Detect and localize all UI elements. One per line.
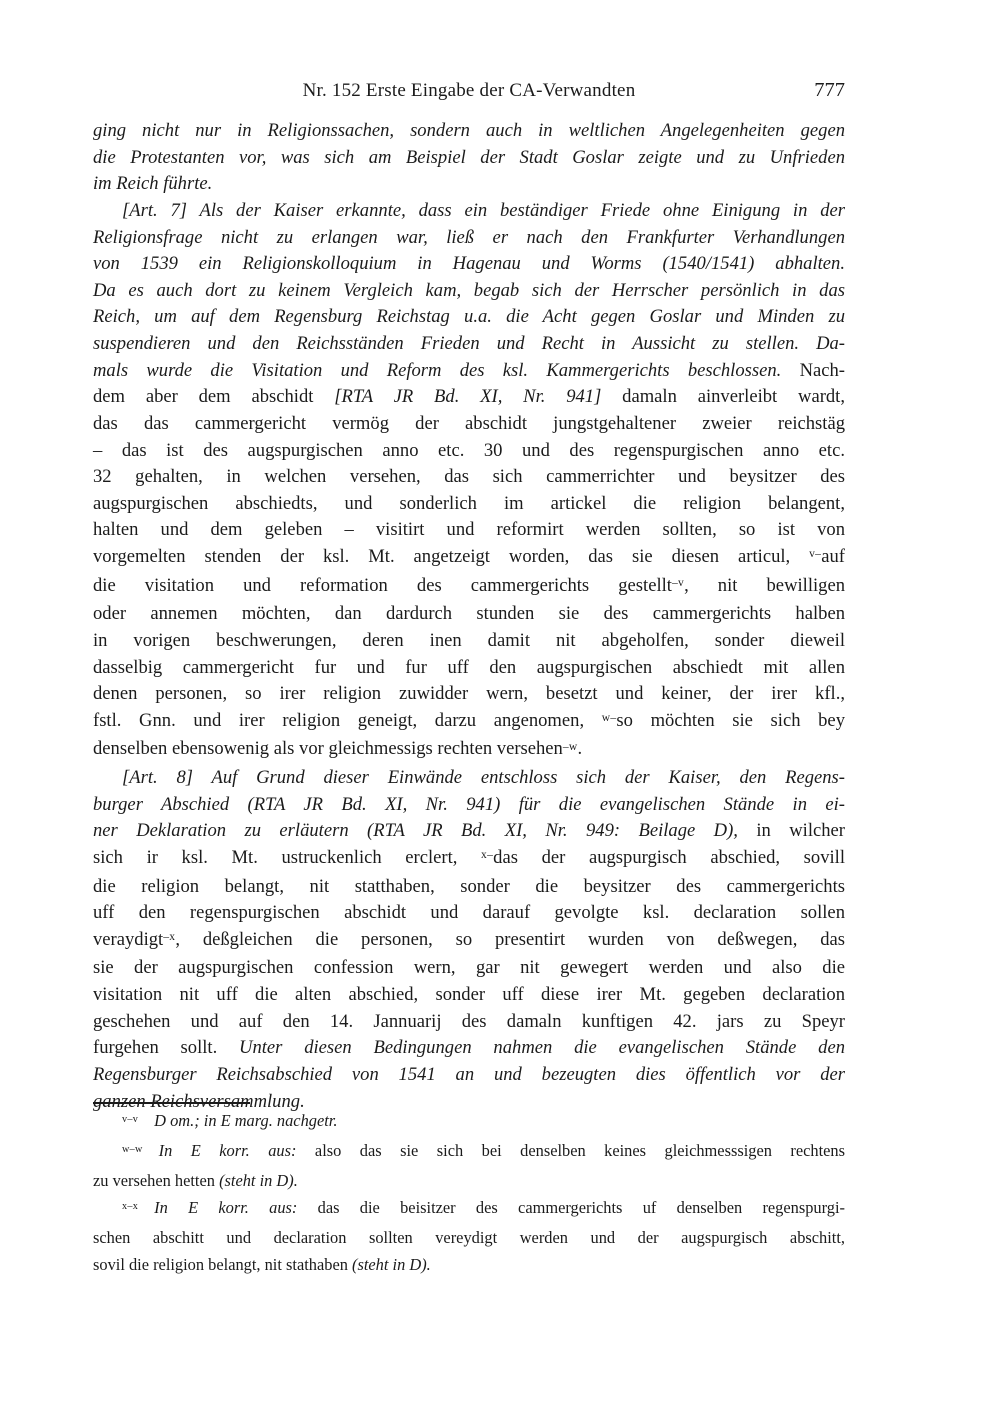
text-segment: In E korr. aus: [154,1198,298,1218]
text-segment: geschehen und auf den 14. Jannuarij des damaln kunftigen 42. jars zu Speyr [93,1010,845,1032]
text-line [93,544,845,573]
footnote-line [93,1167,845,1194]
text-line [93,384,845,411]
text-line [93,681,845,708]
text-segment: , deßgleichen die personen, so presentirt wurden von deßwegen, das [175,928,845,950]
text-segment: . [577,738,583,760]
editorial-note-mark: –w [562,740,578,753]
text-line [93,955,845,982]
text-line [93,517,845,544]
text-line [93,278,845,305]
footnote-separator-rule [93,1102,250,1104]
text-segment: furgehen sollt. [93,1037,240,1059]
running-header [93,79,845,103]
footnote-line [93,1224,845,1251]
text-line [93,304,845,331]
footnote-marker: w–w [122,1143,143,1155]
text-segment: oder annemen möchten, dan dardurch stunden sie des cammergerichts halben [93,603,845,625]
text-segment: denselben ebensowenig als vor gleichmessigs rechten versehen [93,738,563,760]
text-segment: mals wurde die Visitation und Reform des ksl. Kammergerichts beschlossen. [93,359,782,381]
text-line [93,818,845,845]
text-segment: , nit bewilligen [684,574,846,596]
paragraph [93,765,845,1115]
text-line [93,1062,845,1089]
footnote-item [93,1137,845,1194]
page-number: 777 [814,79,845,101]
editorial-note-mark: –v [671,576,685,589]
editorial-note-mark: w– [601,711,617,724]
text-segment: die Protestanten vor, was sich am Beispiel der Stadt Goslar zeigte und zu Unfrieden [93,146,845,168]
text-segment: visitation nit uff die alten abschied, sonder uff diese irer Mt. gegeben declaration [93,984,845,1005]
text-line [93,145,845,172]
text-segment: sie der augspurgischen confession wern, gar nit gewegert werden und also die [93,957,845,979]
text-segment: [RTA JR Bd. XI, Nr. 941] [334,386,602,408]
text-segment: zu versehen hetten [93,1171,220,1191]
footnote-line [93,1137,845,1167]
text-segment: dasselbig cammergericht fur und fur uff den augspurgischen abschiedt mit allen [93,656,845,678]
text-line [93,331,845,358]
text-line [93,198,845,225]
text-segment: ging nicht nur in Religionssachen, sondern auch in weltlichen Angelegenheiten gegen [93,120,845,141]
text-segment: von 1539 ein Religionskolloquium in Hagenau und Worms (1540/1541) abhalten. [93,253,845,275]
text-segment: ner Deklaration zu erläutern (RTA JR Bd. XI, Nr. 949: Beilage D), [93,820,738,842]
text-segment: (steht in D). [352,1255,431,1275]
text-line [93,900,845,927]
text-line [93,251,845,278]
main-text [93,118,845,1115]
editorial-note-mark: v– [809,548,822,561]
text-line [93,225,845,252]
text-line [93,118,845,145]
text-line [93,438,845,465]
text-segment: (steht in D). [219,1171,298,1191]
text-segment: die religion belangt, nit statthaben, sonder die beysitzer des cammergerichts [93,875,845,897]
text-segment: D om.; in E marg. nachgetr. [154,1111,338,1130]
text-line [93,411,845,438]
text-segment: In E korr. aus: [158,1141,297,1161]
text-segment: – das ist des augspurgischen anno etc. 30 und des regenspurgischen anno etc. [93,439,845,461]
text-segment: schen abschitt und declaration sollten vereydigt werden und der augspurgisch abschitt, [93,1228,845,1248]
text-segment: sovil die religion belangt, nit stathaben [93,1255,353,1275]
text-line [93,792,845,819]
text-line [93,491,845,518]
text-segment: Da es auch dort zu keinem Vergleich kam, begab sich der Herrscher persönlich in das [93,279,845,301]
text-line [93,573,845,602]
text-segment: sich ir ksl. Mt. ustruckenlich erclert, [93,846,482,868]
text-line [93,927,845,956]
text-line [93,765,845,792]
paragraph [93,118,845,198]
text-line [93,601,845,628]
text-line [93,628,845,655]
text-segment: burger Abschied (RTA JR Bd. XI, Nr. 941) für die evangelischen Stände in ei- [93,793,845,815]
paragraph [93,198,845,765]
text-line [93,845,845,874]
text-segment: vorgemelten stenden der ksl. Mt. angetzeigt worden, das sie diesen articul, [93,546,810,567]
editorial-note-mark: –x [163,930,176,943]
text-segment: 32 gehalten, in welchen versehen, das sich cammerrichter und beysitzer des [93,466,845,488]
text-line [93,982,845,1009]
editorial-note-mark: x– [481,849,494,862]
text-line [93,1009,845,1036]
footnote-marker: x–x [122,1201,139,1213]
text-segment: in wilcher [737,820,846,842]
footnote-line [93,1107,845,1137]
text-segment: im Reich führte. [93,173,213,195]
text-segment: in vorigen beschwerungen, deren inen damit nit abgeholfen, sonder dieweil [93,629,845,651]
text-line [93,358,845,385]
text-segment: die visitation und reformation des cammergerichts gestellt [93,574,672,596]
text-line [93,171,845,198]
text-segment: halten und dem geleben – visitirt und reformirt werden sollten, so ist von [93,519,845,541]
running-title: Nr. 152 Erste Eingabe der CA-Verwandten [302,80,636,101]
text-segment: das die beisitzer des cammergerichts uf denselben regenspurgi- [297,1198,845,1218]
footnote-item [93,1194,845,1278]
text-line [93,874,845,901]
text-segment: Religionsfrage nicht zu erlangen war, ließ er nach den Frankfurter Verhandlungen [93,226,845,248]
text-line [93,708,845,737]
footnote-item [93,1107,845,1137]
text-segment: Regensburger Reichsabschied von 1541 an und bezeugten dies öffentlich vor der [93,1063,845,1085]
text-segment: uff den regenspurgischen abschidt und darauf gevolgte ksl. declaration sollen [93,902,845,924]
text-segment: das das cammergericht vermög der abschidt jungstgehaltener zweier reichstäg [93,412,845,434]
text-segment: Reich, um auf dem Regensburg Reichstag u.a. die Acht gegen Goslar und Minden zu [93,306,845,328]
text-line [93,1035,845,1062]
text-segment: das der augspurgisch abschied, sovill [493,846,846,868]
text-segment: veraydigt [93,928,164,950]
text-segment: also das sie sich bei denselben keines gleichmesssigen rechtens [296,1141,845,1161]
text-line [93,736,845,765]
footnote-marker: v–v [122,1113,139,1125]
footnote-line [93,1194,845,1224]
footnote-apparatus [93,1107,845,1279]
text-segment: dem aber dem abschidt [93,386,335,408]
text-segment: damaln ainverleibt wardt, [601,386,845,408]
text-segment: [Art. 8] Auf Grund dieser Einwände entschloss sich der Kaiser, den Regens- [122,767,845,788]
text-line [93,655,845,682]
text-segment: so möchten sie sich bey [616,709,845,731]
text-segment: denen personen, so irer religion zuwidder wern, besetzt und keiner, der irer kfl., [93,683,845,705]
text-segment: fstl. Gnn. und irer religion geneigt, darzu angenomen, [93,709,602,731]
text-segment: [Art. 7] Als der Kaiser erkannte, dass ein beständiger Friede ohne Einigung in der [122,199,845,221]
text-segment: suspendieren und den Reichsständen Frieden und Recht in Aussicht zu stellen. Da- [93,333,845,354]
text-segment: ganzen Reichsversammlung. [93,1090,305,1112]
footnote-line [93,1251,845,1278]
text-line [93,464,845,491]
text-segment: augspurgischen abschiedts, und sonderlich im artickel die religion belangent, [93,492,845,514]
text-segment: Unter diesen Bedingungen nahmen die evangelischen Stände den [239,1037,845,1059]
text-segment: Nach- [781,359,845,381]
text-segment: auf [821,546,845,567]
